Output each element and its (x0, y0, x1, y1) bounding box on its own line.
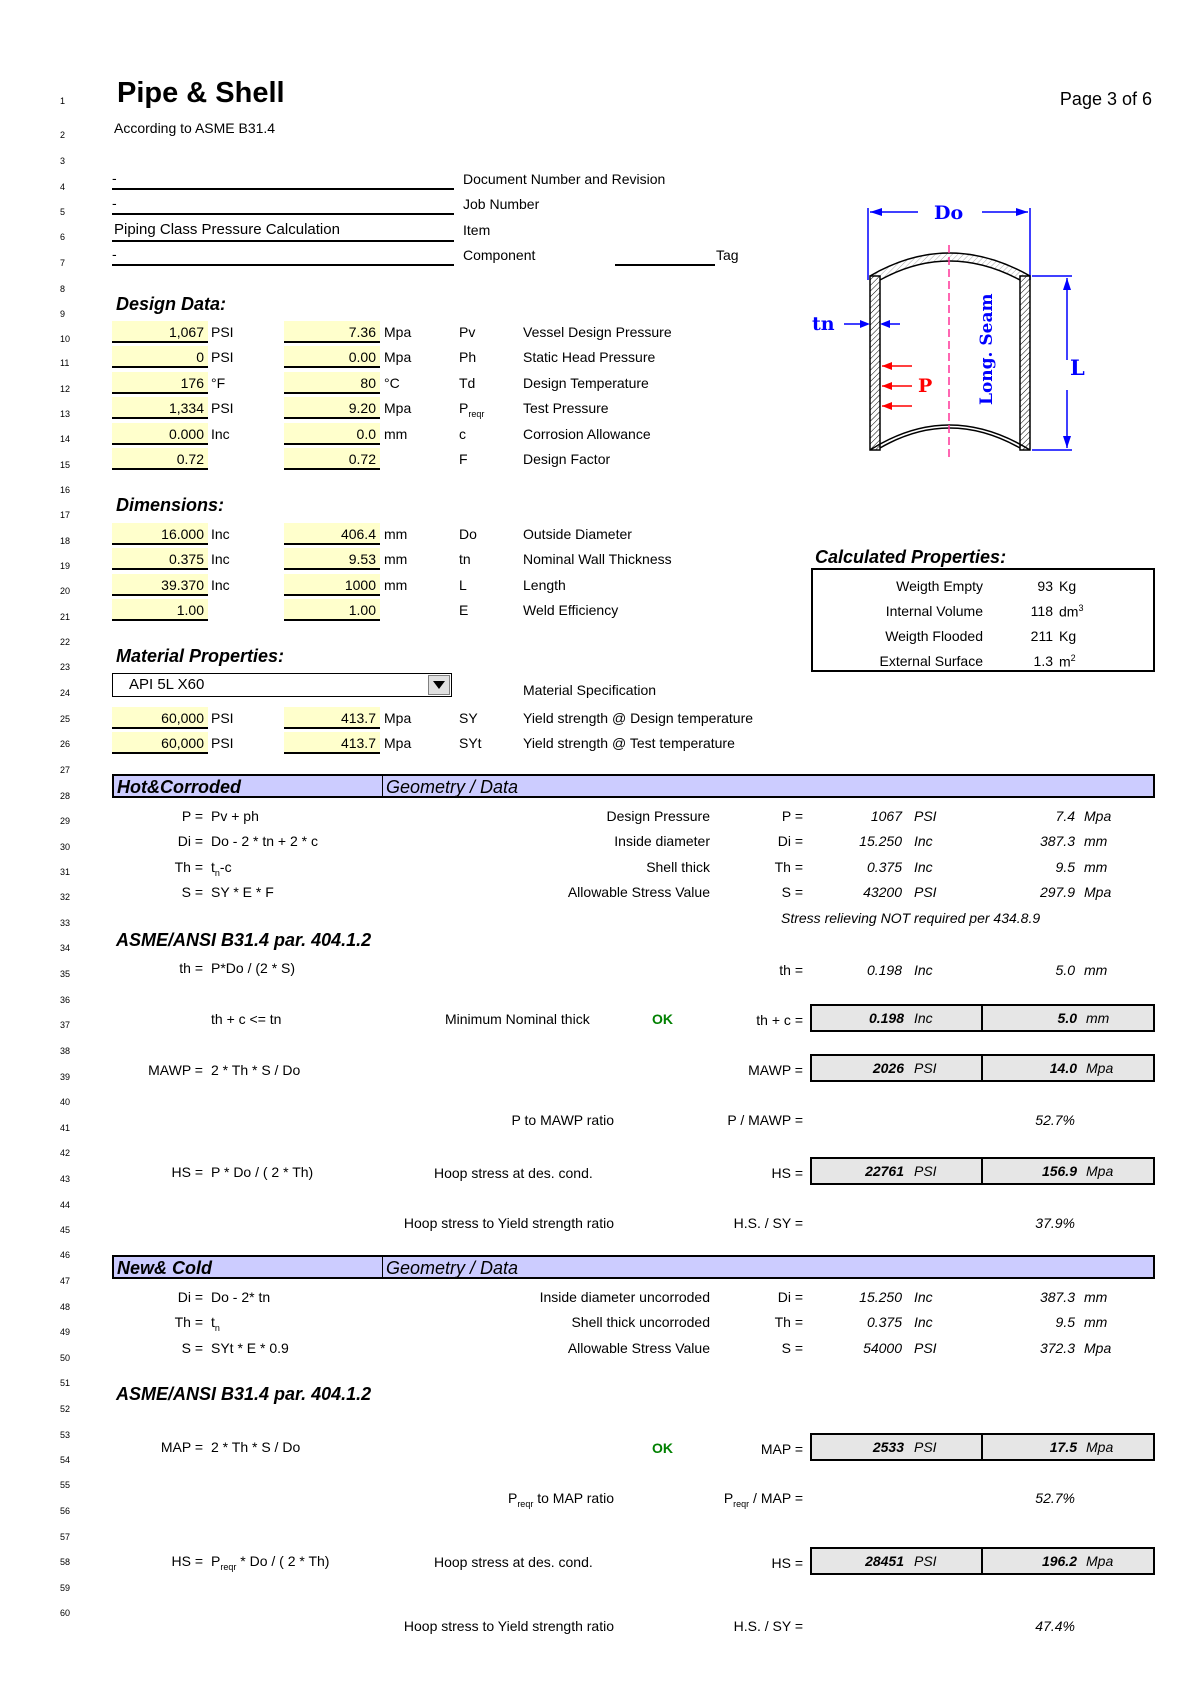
row-number: 23 (60, 662, 71, 672)
section-design-data: Design Data: (116, 294, 227, 314)
row-number: 37 (60, 1020, 71, 1030)
diagram-do-label: Do (934, 202, 964, 224)
hs-unit-mpa: Mpa (1086, 1163, 1114, 1179)
symbol: SY (459, 710, 478, 726)
unit-imperial: Inc (211, 526, 230, 542)
row-number: 35 (60, 969, 71, 979)
symbol: Ph (459, 349, 477, 366)
unit-metric: Mpa (384, 324, 412, 340)
row-number: 49 (60, 1327, 71, 1337)
section-dimensions: Dimensions: (116, 495, 225, 515)
input-field-imperial[interactable]: 0.375 (112, 548, 208, 570)
row-number: 17 (60, 510, 71, 520)
unit-imperial: Inc (914, 1289, 933, 1305)
th-unit-inc: Inc (914, 962, 933, 978)
symbol: Do (459, 526, 477, 542)
map-value-psi: 2533 (872, 1439, 904, 1455)
cold-hs-unit-psi: PSI (914, 1553, 937, 1569)
row-number: 22 (60, 637, 71, 647)
row-number: 53 (60, 1430, 71, 1440)
hs-symbol: HS = (771, 1165, 803, 1181)
row-number: 24 (60, 688, 71, 698)
input-field-metric[interactable]: 0.0 (284, 423, 380, 445)
row-number: 8 (60, 284, 66, 294)
description: Static Head Pressure (523, 349, 656, 366)
map-lhs: MAP = (160, 1439, 203, 1455)
description: Design Factor (523, 451, 611, 467)
unit-imperial: PSI (914, 1339, 937, 1356)
check-ok-status: OK (652, 1011, 673, 1027)
unit-imperial: PSI (211, 400, 234, 417)
material-spec-value: API 5L X60 (129, 676, 205, 693)
map-formula: 2 * Th * S / Do (211, 1439, 301, 1455)
mawp-value-psi: 2026 (872, 1060, 904, 1076)
unit-metric: Mpa (1084, 808, 1112, 824)
input-field-imperial[interactable]: 16.000 (112, 523, 208, 545)
unit-imperial: Inc (211, 576, 230, 593)
formula-rhs: $t_n-c$ (211, 858, 232, 878)
header-field-value[interactable]: - (112, 246, 117, 262)
formula-lhs: Th = (174, 858, 203, 875)
input-field-metric[interactable]: 9.20 (284, 397, 380, 419)
th-unit-mm: mm (1084, 962, 1108, 978)
row-number: 19 (60, 561, 71, 571)
mawp-unit-psi: PSI (914, 1060, 937, 1076)
hs-name: Hoop stress at des. cond. (434, 1165, 593, 1181)
value-metric: 372.3 (1039, 1339, 1075, 1356)
row-number: 50 (60, 1353, 71, 1363)
hs-formula: P * Do / ( 2 * Th) (211, 1164, 314, 1180)
row-number: 27 (60, 765, 71, 775)
map-ok-status: OK (652, 1440, 673, 1456)
unit-imperial: PSI (211, 349, 234, 366)
calculated-label: Internal Volume (885, 603, 983, 619)
formula-rhs: Do - 2* tn (211, 1289, 271, 1305)
formula-lhs: S = (181, 1339, 203, 1356)
th-formula: P*Do / (2 * S) (211, 960, 296, 976)
page-subtitle: According to ASME B31.4 (114, 120, 276, 136)
row-number: 16 (60, 485, 71, 495)
header-field-value[interactable]: Piping Class Pressure Calculation (114, 221, 340, 238)
row-number: 56 (60, 1506, 71, 1516)
map-unit-mpa: Mpa (1086, 1439, 1114, 1455)
unit-imperial: PSI (914, 883, 937, 900)
hot-band-subtitle: Geometry / Data (386, 777, 519, 797)
value-imperial: 0.375 (866, 1314, 902, 1331)
preqr-map-ratio-name: $P_{reqr}$ to MAP ratio (507, 1490, 614, 1509)
description: Yield strength @ Design temperature (523, 710, 754, 726)
quantity-name: Allowable Stress Value (567, 883, 710, 900)
input-field-imperial[interactable]: 1,334 (112, 397, 208, 419)
quantity-name: Inside diameter uncorroded (539, 1289, 710, 1305)
header-field-value[interactable]: - (112, 195, 117, 211)
input-field-imperial[interactable]: 39.370 (112, 574, 208, 596)
input-field-metric[interactable]: 1.00 (284, 599, 380, 621)
calculated-properties-box (811, 568, 1155, 672)
stress-note: Stress relieving NOT required per 434.8.9 (781, 910, 1041, 926)
mawp-value-mpa: 14.0 (1049, 1060, 1077, 1076)
quantity-symbol: Th = (774, 858, 803, 875)
unit-metric: Mpa (384, 735, 412, 751)
input-field-metric[interactable]: 1000 (284, 574, 380, 596)
row-number: 47 (60, 1276, 71, 1286)
symbol: $P_{reqr}$ (459, 400, 485, 419)
value-imperial: 1067 (870, 808, 902, 824)
formula-rhs: Do - 2 * tn + 2 * c (211, 833, 318, 850)
row-number: 40 (60, 1097, 71, 1107)
quantity-symbol: P = (781, 808, 803, 824)
cold-hs-sy-ratio-name: Hoop stress to Yield strength ratio (403, 1618, 614, 1634)
row-number: 51 (60, 1378, 71, 1388)
formula-rhs: SY * E * F (211, 883, 274, 900)
formula-rhs: Pv + ph (211, 808, 259, 824)
row-number: 18 (60, 536, 71, 546)
hs-sy-ratio-name: Hoop stress to Yield strength ratio (403, 1215, 614, 1231)
mawp-result-box (810, 1054, 1155, 1082)
check-unit-mm: mm (1086, 1010, 1110, 1026)
cold-code-title: ASME/ANSI B31.4 par. 404.1.2 (116, 1384, 372, 1404)
cold-hs-lhs: HS = (171, 1553, 203, 1569)
cold-hs-sy-ratio-symbol: H.S. / SY = (733, 1618, 803, 1634)
unit-metric: mm (1084, 1289, 1108, 1305)
unit-imperial: PSI (914, 808, 937, 824)
row-number: 43 (60, 1174, 71, 1184)
material-spec-label: Material Specification (523, 682, 657, 698)
mawp-unit-mpa: Mpa (1086, 1060, 1114, 1076)
unit-metric: mm (1084, 858, 1108, 875)
calculated-label: External Surface (879, 653, 983, 669)
unit-metric: mm (384, 551, 408, 568)
check-value-inc: 0.198 (868, 1010, 904, 1026)
row-number: 4 (60, 182, 66, 192)
hs-value-psi: 22761 (865, 1163, 904, 1179)
description: Design Temperature (523, 374, 649, 391)
row-number: 36 (60, 995, 71, 1005)
calculated-unit: $dm^3$ (1059, 603, 1084, 620)
row-number: 44 (60, 1200, 71, 1210)
calculated-value: 211 (1030, 628, 1053, 644)
row-number: 57 (60, 1532, 71, 1542)
mawp-formula: 2 * Th * S / Do (211, 1062, 301, 1078)
quantity-symbol: S = (781, 1339, 803, 1356)
diagram-tn-label: tn (812, 313, 835, 335)
hs-sy-ratio-value: 37.9% (1035, 1215, 1075, 1231)
hs-lhs: HS = (171, 1164, 203, 1180)
th-value-inc: 0.198 (866, 962, 902, 978)
row-number: 41 (60, 1123, 71, 1133)
cold-band-title: New& Cold (117, 1258, 213, 1278)
cold-hs-value-mpa: 196.2 (1041, 1553, 1077, 1569)
th-symbol: th = (779, 962, 803, 978)
unit-metric: mm (384, 576, 408, 593)
preqr-map-ratio-symbol: $P_{reqr}$ / MAP = (723, 1490, 803, 1509)
unit-imperial: PSI (211, 735, 234, 751)
p-mawp-ratio-name: P to MAWP ratio (511, 1112, 614, 1128)
hs-sy-ratio-symbol: H.S. / SY = (733, 1215, 803, 1231)
input-field-metric[interactable]: 0.00 (284, 346, 380, 368)
row-number: 10 (60, 334, 71, 344)
map-symbol: MAP = (760, 1441, 803, 1457)
cold-hs-symbol: HS = (771, 1555, 803, 1571)
formula-lhs: Di = (177, 1289, 203, 1305)
input-field-metric[interactable]: 413.7 (284, 707, 380, 729)
row-number: 14 (60, 434, 71, 444)
quantity-symbol: Th = (774, 1314, 803, 1331)
input-field-metric[interactable]: 0.72 (284, 448, 380, 470)
page-number: Page 3 of 6 (1059, 89, 1152, 109)
value-metric: 9.5 (1055, 858, 1075, 875)
unit-metric: °C (384, 374, 400, 391)
quantity-name: Shell thick (646, 858, 710, 875)
check-unit-inc: Inc (914, 1010, 933, 1026)
check-symbol: th + c = (756, 1012, 803, 1028)
header-field-label: Job Number (463, 196, 540, 212)
unit-imperial: PSI (211, 710, 234, 726)
value-metric: 387.3 (1039, 1289, 1075, 1305)
formula-lhs: P = (181, 808, 203, 824)
hs-unit-psi: PSI (914, 1163, 937, 1179)
row-number: 11 (60, 358, 70, 368)
input-field-imperial[interactable]: 60,000 (112, 732, 208, 754)
unit-metric: mm (384, 526, 408, 542)
p-mawp-ratio-value: 52.7% (1035, 1112, 1075, 1128)
check-value-mm: 5.0 (1057, 1010, 1077, 1026)
check-name: Minimum Nominal thick (445, 1011, 590, 1027)
calculated-value: 1.3 (1033, 653, 1053, 669)
unit-metric: Mpa (1084, 1339, 1112, 1356)
unit-metric: Mpa (384, 710, 412, 726)
mawp-symbol: MAWP = (748, 1062, 803, 1078)
calculated-label: Weigth Empty (896, 578, 983, 594)
symbol: Pv (459, 324, 476, 340)
value-imperial: 15.250 (859, 1289, 902, 1305)
header-field-label: Item (463, 222, 491, 238)
unit-metric: Mpa (1084, 883, 1112, 900)
row-number: 39 (60, 1072, 71, 1082)
row-number: 9 (60, 309, 66, 319)
unit-imperial: Inc (914, 833, 933, 850)
row-number: 30 (60, 842, 71, 852)
symbol: SYt (459, 735, 482, 751)
row-number: 33 (60, 918, 71, 928)
row-number: 46 (60, 1250, 71, 1260)
header-field-label: Document Number and Revision (463, 171, 666, 187)
calculated-value: 118 (1030, 603, 1053, 619)
row-number: 6 (60, 232, 66, 242)
quantity-name: Design Pressure (606, 808, 710, 824)
quantity-name: Allowable Stress Value (567, 1339, 710, 1356)
row-number: 31 (60, 867, 71, 877)
calculated-unit: Kg (1059, 578, 1077, 594)
value-imperial: 43200 (863, 883, 902, 900)
unit-imperial: °F (211, 374, 226, 391)
cold-band-subtitle: Geometry / Data (386, 1258, 519, 1278)
check-expr: th + c <= tn (211, 1011, 282, 1027)
diagram-pressure-label: P (918, 375, 933, 397)
symbol: Td (459, 374, 476, 391)
hot-code-title: ASME/ANSI B31.4 par. 404.1.2 (116, 930, 372, 950)
unit-metric: mm (384, 425, 408, 442)
input-field-metric[interactable]: 413.7 (284, 732, 380, 754)
calculated-unit: $m^2$ (1059, 653, 1076, 670)
description: Outside Diameter (523, 526, 632, 542)
row-number: 42 (60, 1148, 71, 1158)
hs-result-box (810, 1157, 1155, 1185)
cold-hs-result-box (810, 1547, 1155, 1575)
quantity-symbol: S = (781, 883, 803, 900)
description: Test Pressure (523, 400, 609, 417)
preqr-map-ratio-value: 52.7% (1035, 1490, 1075, 1506)
input-field-imperial[interactable]: 0 (112, 346, 208, 368)
cold-hs-sy-ratio-value: 47.4% (1035, 1618, 1075, 1634)
th-value-mm: 5.0 (1055, 962, 1075, 978)
formula-lhs: Th = (174, 1314, 203, 1331)
value-imperial: 15.250 (859, 833, 902, 850)
formula-rhs: SYt * E * 0.9 (211, 1339, 289, 1356)
input-field-imperial[interactable]: 176 (112, 372, 208, 394)
row-number: 1 (60, 96, 66, 106)
hot-corroded-band (112, 774, 1155, 798)
calculated-value: 93 (1037, 578, 1053, 594)
map-unit-psi: PSI (914, 1439, 937, 1455)
row-number: 59 (60, 1583, 71, 1593)
unit-imperial: Inc (211, 551, 230, 568)
calculated-unit: Kg (1059, 628, 1077, 644)
unit-imperial: Inc (211, 425, 230, 442)
section-material: Material Properties: (116, 646, 285, 666)
th-lhs: th = (179, 960, 203, 976)
row-number: 34 (60, 943, 71, 953)
row-number: 5 (60, 207, 66, 217)
symbol: E (459, 602, 469, 619)
unit-metric: Mpa (384, 400, 412, 417)
value-metric: 7.4 (1055, 808, 1075, 824)
input-field-imperial[interactable]: 0.72 (112, 448, 208, 470)
input-field-metric[interactable]: 7.36 (284, 321, 380, 343)
dropdown-arrow-icon[interactable] (428, 675, 450, 695)
value-imperial: 0.375 (866, 858, 902, 875)
unit-metric: mm (1084, 1314, 1108, 1331)
description: Nominal Wall Thickness (523, 551, 672, 568)
input-field-imperial[interactable]: 0.000 (112, 423, 208, 445)
tag-label: Tag (716, 247, 739, 263)
quantity-name: Shell thick uncorroded (571, 1314, 710, 1331)
new-cold-band (112, 1255, 1155, 1279)
unit-metric: Mpa (384, 349, 412, 366)
symbol: tn (459, 551, 471, 568)
quantity-name: Inside diameter (614, 833, 710, 850)
map-value-mpa: 17.5 (1049, 1439, 1077, 1455)
row-number: 15 (60, 460, 71, 470)
formula-rhs: $t_n$ (211, 1314, 220, 1334)
calculated-label: Weigth Flooded (885, 628, 983, 644)
description: Corrosion Allowance (523, 425, 651, 442)
row-number: 48 (60, 1302, 71, 1312)
quantity-symbol: Di = (777, 1289, 803, 1305)
row-number: 45 (60, 1225, 71, 1235)
row-number: 54 (60, 1455, 71, 1465)
row-number: 20 (60, 586, 71, 596)
row-number: 60 (60, 1608, 71, 1618)
input-field-imperial[interactable]: 60,000 (112, 707, 208, 729)
value-metric: 297.9 (1039, 883, 1075, 900)
check-result-box (810, 1004, 1155, 1032)
value-imperial: 54000 (863, 1339, 902, 1356)
symbol: L (459, 576, 467, 593)
diagram-length-label: L (1070, 355, 1085, 380)
p-mawp-ratio-symbol: P / MAWP = (727, 1112, 803, 1128)
row-number: 55 (60, 1480, 71, 1490)
row-number: 38 (60, 1046, 71, 1056)
row-number: 3 (60, 156, 66, 166)
row-number: 2 (60, 130, 66, 140)
value-metric: 387.3 (1039, 833, 1075, 850)
section-calculated: Calculated Properties: (815, 547, 1007, 567)
value-metric: 9.5 (1055, 1314, 1075, 1331)
cold-hs-value-psi: 28451 (865, 1553, 904, 1569)
pipe-diagram (790, 190, 1100, 470)
row-number: 26 (60, 739, 71, 749)
unit-imperial: PSI (211, 324, 234, 340)
header-field-value[interactable]: - (112, 170, 117, 186)
description: Length (523, 576, 566, 593)
description: Weld Efficiency (523, 602, 619, 619)
diagram-seam-label: Long. Seam (977, 293, 997, 405)
row-number: 13 (60, 409, 71, 419)
description: Yield strength @ Test temperature (523, 735, 735, 751)
row-number: 52 (60, 1404, 71, 1414)
hot-band-title: Hot&Corroded (117, 777, 241, 797)
page-title: Pipe & Shell (117, 77, 285, 109)
row-number: 7 (60, 258, 66, 268)
input-field-imperial[interactable]: 1.00 (112, 599, 208, 621)
row-number: 25 (60, 714, 71, 724)
material-spec-dropdown[interactable] (112, 673, 452, 697)
header-field-label: Component (463, 247, 536, 263)
unit-imperial: Inc (914, 1314, 933, 1331)
row-number: 29 (60, 816, 71, 826)
row-number: 58 (60, 1557, 71, 1567)
formula-lhs: Di = (177, 833, 203, 850)
input-field-metric[interactable]: 9.53 (284, 548, 380, 570)
mawp-lhs: MAWP = (148, 1062, 203, 1078)
formula-lhs: S = (181, 883, 203, 900)
symbol: F (459, 451, 468, 467)
cold-hs-unit-mpa: Mpa (1086, 1553, 1114, 1569)
hs-value-mpa: 156.9 (1041, 1163, 1077, 1179)
row-number: 12 (60, 384, 71, 394)
unit-metric: mm (1084, 833, 1108, 850)
row-number: 32 (60, 892, 71, 902)
unit-imperial: Inc (914, 858, 933, 875)
input-field-imperial[interactable]: 1,067 (112, 321, 208, 343)
symbol: c (459, 425, 466, 442)
map-result-box (810, 1433, 1155, 1461)
quantity-symbol: Di = (777, 833, 803, 850)
description: Vessel Design Pressure (523, 324, 672, 340)
row-number: 21 (60, 612, 71, 622)
input-field-metric[interactable]: 80 (284, 372, 380, 394)
tag-field[interactable] (615, 264, 715, 266)
cold-hs-formula: $P_{reqr}$ * Do / ( 2 * Th) (211, 1553, 330, 1572)
input-field-metric[interactable]: 406.4 (284, 523, 380, 545)
cold-hs-name: Hoop stress at des. cond. (434, 1554, 593, 1570)
row-number: 28 (60, 791, 71, 801)
